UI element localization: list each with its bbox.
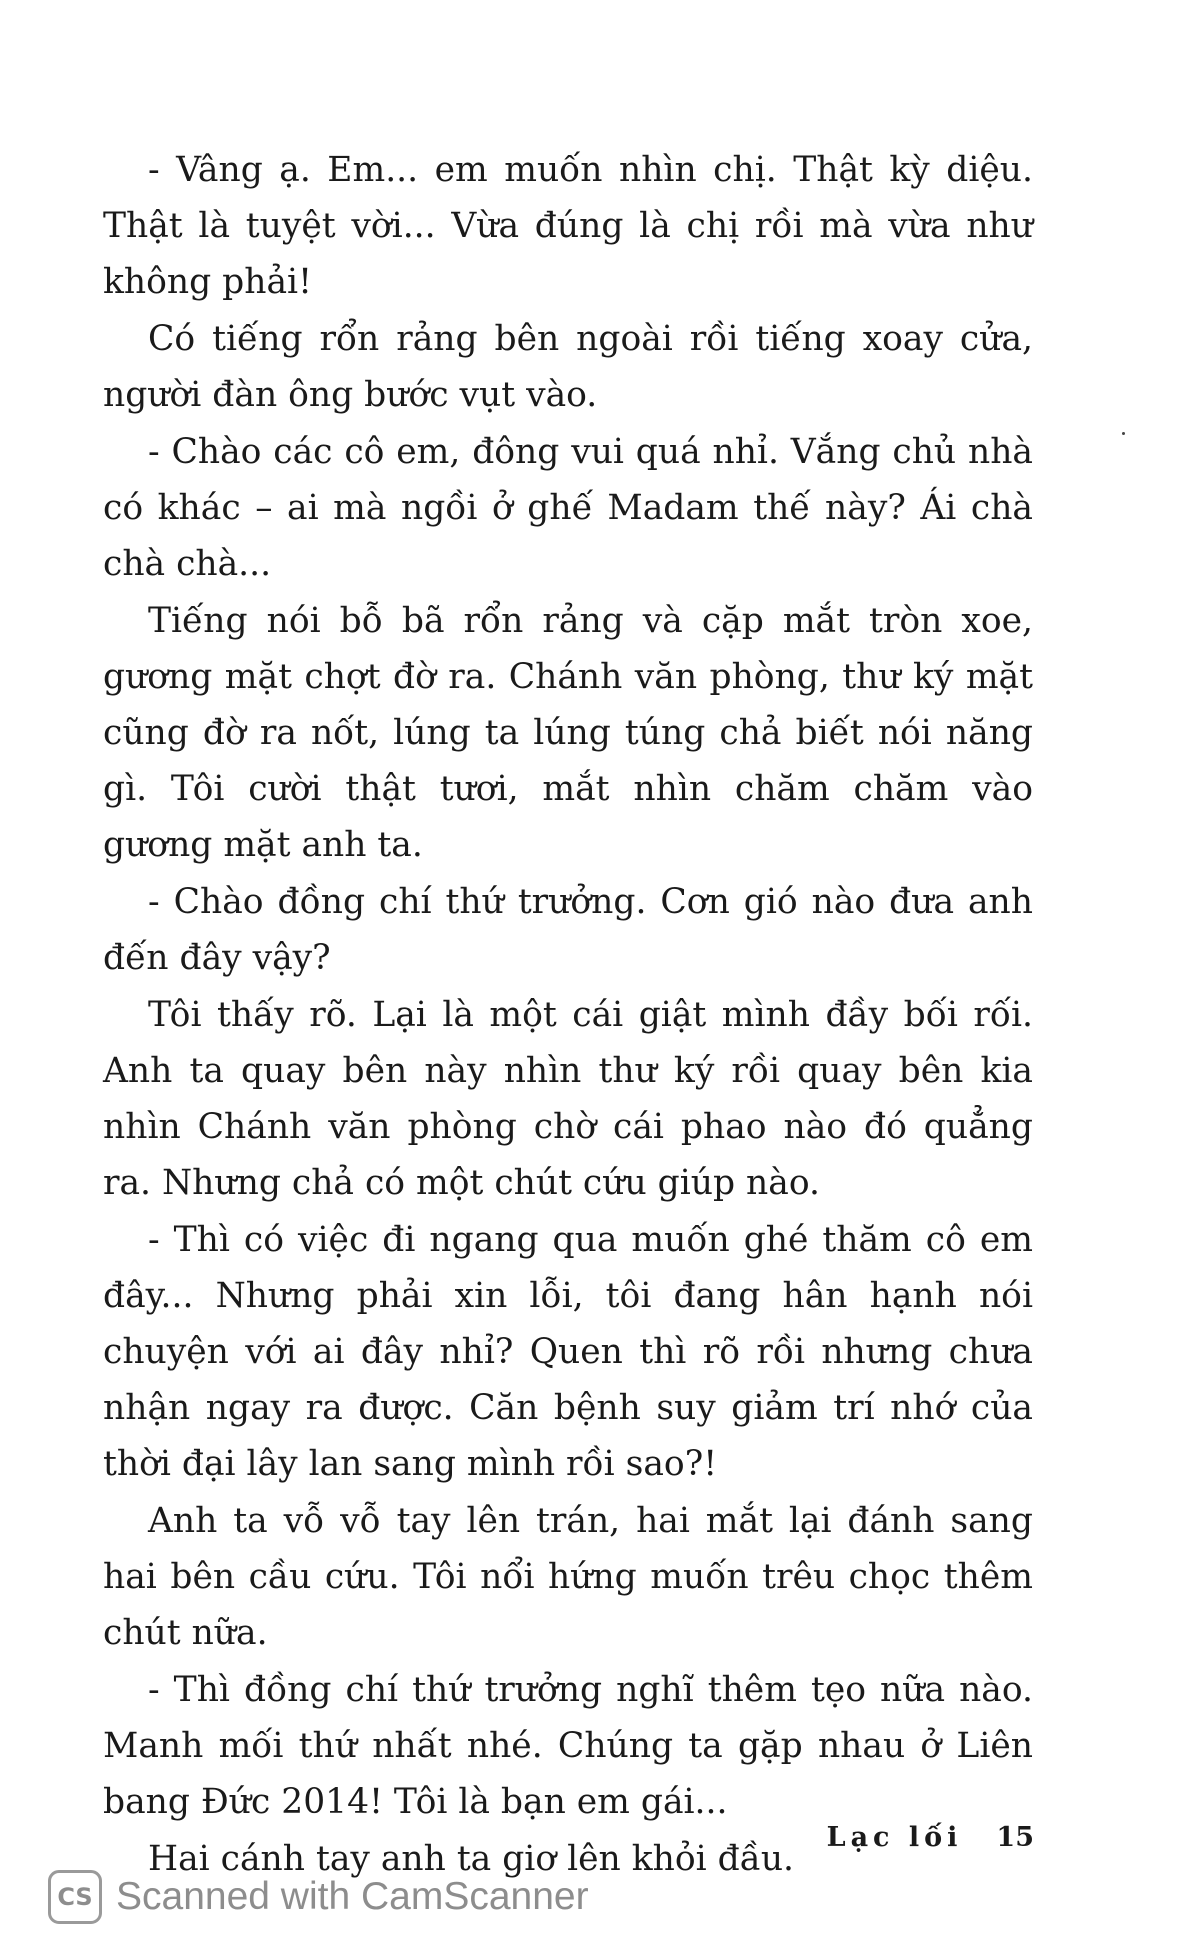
paragraph: - Chào đồng chí thứ trưởng. Cơn gió nào đưa anh đến đây vậy? [103, 882, 1033, 978]
paragraph: Có tiếng rổn rảng bên ngoài rồi tiếng xoay cửa, người đàn ông bước vụt vào. [103, 319, 1033, 415]
running-footer [827, 1822, 1034, 1853]
book-title: Lạc lối [826, 1822, 963, 1853]
paragraph: Tôi thấy rõ. Lại là một cái giật mình đầy bối rối. Anh ta quay bên này nhìn thư ký rồi quay bên kia nhìn Chánh văn phòng chờ cái phao nào đó quẳng ra. Nhưng chả có một chút cứu giúp nào. [103, 995, 1033, 1203]
watermark-text: Scanned with CamScanner [116, 1875, 589, 1918]
paragraph: - Thì đồng chí thứ trưởng nghĩ thêm tẹo nữa nào. Manh mối thứ nhất nhé. Chúng ta gặp nhau ở Liên bang Đức 2014! Tôi là bạn em gái... [103, 1670, 1033, 1822]
paragraph: - Vâng ạ. Em... em muốn nhìn chị. Thật kỳ diệu. Thật là tuyệt vời... Vừa đúng là chị rồi mà vừa như không phải! [103, 150, 1033, 302]
paragraph: - Thì có việc đi ngang qua muốn ghé thăm cô em đây... Nhưng phải xin lỗi, tôi đang hân hạnh nói chuyện với ai đây nhỉ? Quen thì rõ rồi nhưng chưa nhận ngay ra được. Căn bệnh suy giảm trí nhớ của thời đại lây lan sang mình rồi sao?! [103, 1220, 1033, 1484]
camscanner-logo-icon: CS [48, 1870, 102, 1924]
paragraph: Hai cánh tay anh ta giơ lên khỏi đầu. [148, 1839, 795, 1879]
camscanner-watermark [48, 1870, 589, 1924]
paragraph: Anh ta vỗ vỗ tay lên trán, hai mắt lại đánh sang hai bên cầu cứu. Tôi nổi hứng muốn trêu chọc thêm chút nữa. [103, 1501, 1033, 1653]
paragraph: - Chào các cô em, đông vui quá nhỉ. Vắng chủ nhà có khác – ai mà ngồi ở ghế Madam thế này? Ái chà chà chà... [103, 432, 1033, 584]
paragraph: Tiếng nói bỗ bã rổn rảng và cặp mắt tròn xoe, gương mặt chợt đờ ra. Chánh văn phòng, thư ký mặt cũng đờ ra nốt, lúng ta lúng túng chả biết nói năng gì. Tôi cười thật tươi, mắt nhìn chăm chăm vào gương mặt anh ta. [103, 601, 1033, 865]
body-text [103, 142, 1033, 1888]
page-number: 15 [996, 1822, 1034, 1853]
scan-speck [1122, 432, 1125, 435]
